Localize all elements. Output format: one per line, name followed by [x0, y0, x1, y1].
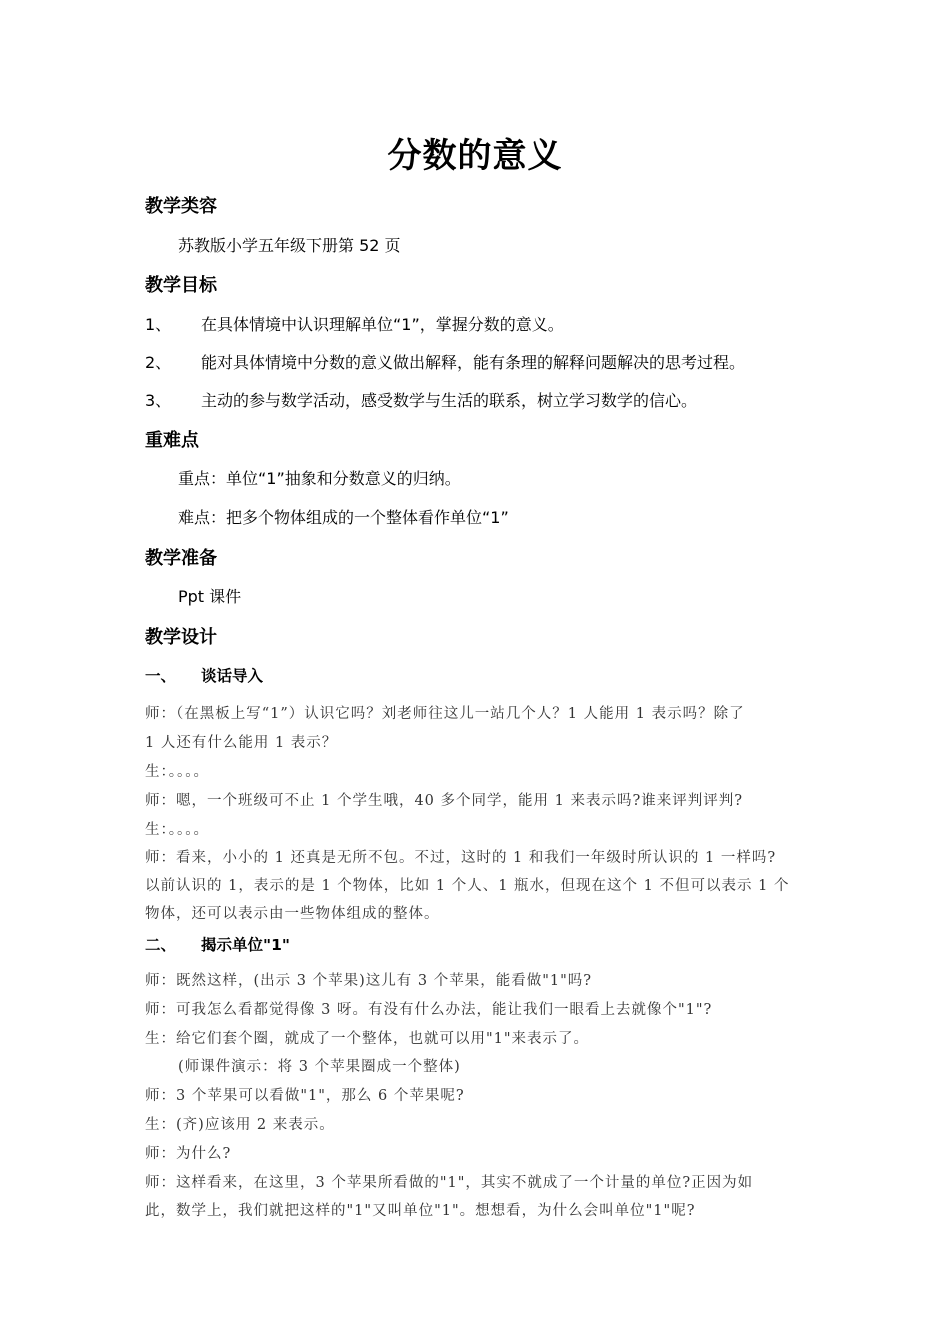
content-text: 苏教版小学五年级下册第 52 页: [178, 236, 401, 255]
dialogue-line: 生：给它们套个圈，就成了一个整体，也就可以用"1"来表示了。: [145, 1031, 590, 1047]
dialogue-line: 师：这样看来，在这里，3 个苹果所看做的"1"，其实不就成了一个计量的单位?正因为如: [145, 1175, 754, 1191]
heading-keypoints: 重难点: [145, 430, 199, 451]
dialogue-line: 师：既然这样，(出示 3 个苹果)这儿有 3 个苹果，能看做"1"吗?: [145, 973, 593, 989]
part2-number: 二、: [145, 936, 177, 954]
preparation-text: Ppt 课件: [178, 587, 242, 606]
difficulty-text: 难点：把多个物体组成的一个整体看作单位“1”: [178, 508, 509, 527]
dialogue-line: 师：为什么?: [145, 1146, 232, 1162]
heading-goals: 教学目标: [145, 275, 217, 296]
goal-text-3: 主动的参与数学活动，感受数学与生活的联系，树立学习数学的信心。: [201, 391, 698, 410]
goal-num-2: 2、: [145, 353, 172, 372]
dialogue-line: 师：看来，小小的 1 还真是无所不包。不过，这时的 1 和我们一年级时所认识的 1 一样吗?: [145, 850, 777, 866]
goal-text-2: 能对具体情境中分数的意义做出解释，能有条理的解释问题解决的思考过程。: [201, 353, 746, 372]
dialogue-line: 师：可我怎么看都觉得像 3 呀。有没有什么办法，能让我们一眼看上去就像个"1"?: [145, 1002, 713, 1018]
document-title: 分数的意义: [387, 136, 563, 176]
heading-content: 教学类容: [145, 196, 217, 217]
dialogue-line: 生：。。。。: [145, 764, 209, 780]
dialogue-line: 此，数学上，我们就把这样的"1"又叫单位"1"。想想看，为什么会叫单位"1"呢?: [145, 1203, 696, 1219]
dialogue-line: (师课件演示：将 3 个苹果圈成一个整体): [178, 1059, 461, 1075]
part1-number: 一、: [145, 667, 177, 685]
dialogue-line: 师：嗯，一个班级可不止 1 个学生哦，40 多个同学，能用 1 来表示吗?谁来评判评判?: [145, 793, 743, 809]
heading-preparation: 教学准备: [145, 548, 217, 569]
keypoint-text: 重点：单位“1”抽象和分数意义的归纳。: [178, 469, 461, 488]
dialogue-line: 师：（在黑板上写“1”）认识它吗？刘老师往这儿一站几个人？1 人能用 1 表示吗？除了: [145, 706, 745, 722]
heading-design: 教学设计: [145, 627, 217, 648]
dialogue-line: 以前认识的 1，表示的是 1 个物体，比如 1 个人、1 瓶水，但现在这个 1 不但可以表示 1 个: [145, 878, 790, 894]
goal-num-1: 1、: [145, 315, 172, 334]
goal-num-3: 3、: [145, 391, 172, 410]
part1-title: 谈话导入: [201, 667, 264, 685]
dialogue-line: 1 人还有什么能用 1 表示？: [145, 735, 338, 751]
dialogue-line: 生：(齐)应该用 2 来表示。: [145, 1117, 335, 1133]
dialogue-line: 师：3 个苹果可以看做"1"，那么 6 个苹果呢?: [145, 1088, 465, 1104]
dialogue-line: 生：。。。。: [145, 822, 209, 838]
goal-text-1: 在具体情境中认识理解单位“1”，掌握分数的意义。: [201, 315, 564, 334]
dialogue-line: 物体，还可以表示由一些物体组成的整体。: [145, 906, 440, 922]
part2-title: 揭示单位"1": [201, 936, 290, 954]
